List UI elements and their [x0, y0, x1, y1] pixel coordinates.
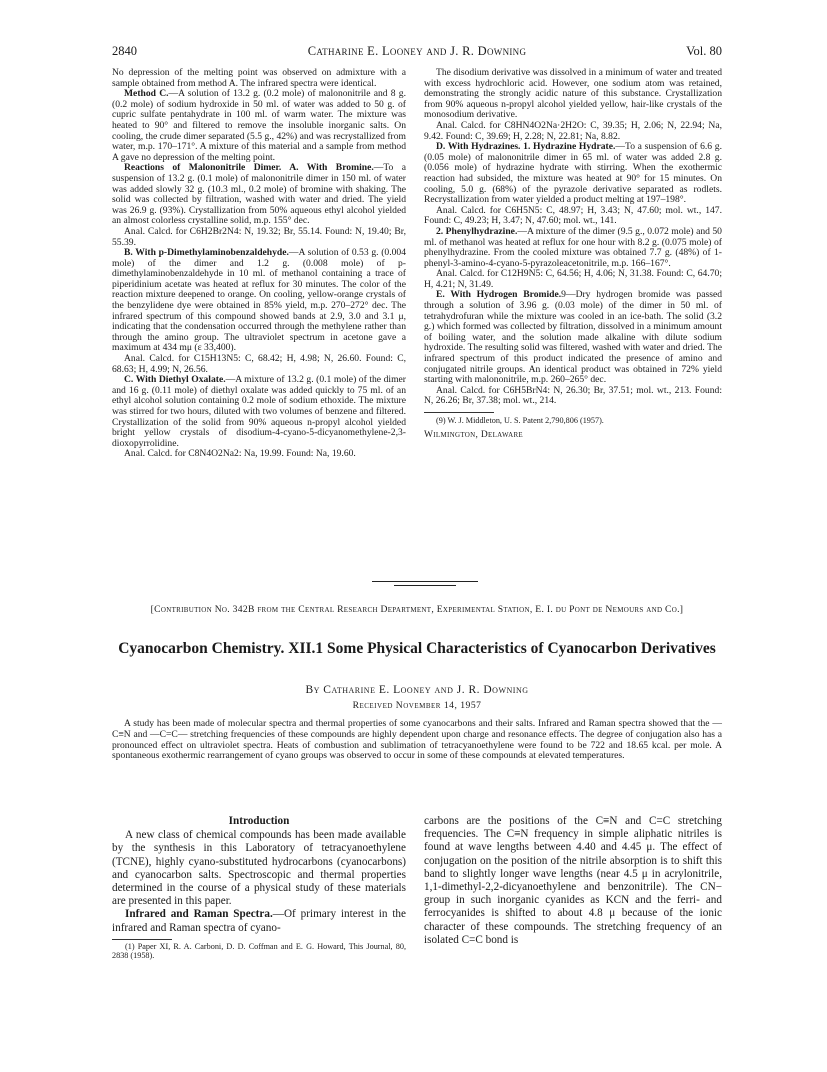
analysis-line: Anal. Calcd. for C6H5N5: C, 48.97; H, 3.43; N, 47.60; mol. wt., 147. Found: C, 49.23; H, 3.47; N, 47.60; mol. wt., 141. — [424, 204, 722, 227]
author-location: Wilmington, Delaware — [424, 429, 523, 440]
paragraph: Reactions of Malononitrile Dimer. A. With Bromine.—To a suspension of 13.2 g. (0.1 mole) of malononitrile dimer in 150 ml. of water was added slowly 32 g. (10.3 ml., 0.2 mole) of bromine with shaking. The solid was collected by filtration, washed with water and dried. The yield was 26.9 g. (93%). Crystallization from 50% aqueous ethyl alcohol yielded an almost colorless crystalline solid, m.p. 155° dec. — [112, 162, 406, 227]
paragraph: C. With Diethyl Oxalate.—A mixture of 13.2 g. (0.1 mole) of the dimer and 16 g. (0.11 mole) of diethyl oxalate was added quickly to 75 ml. of an ethyl alcohol solution containing 0.2 mole of sodium ethoxide. The mixture was stirred for two hours, diluted with two volumes of benzene and filtered. Crystallization of the solid from 90% aqueous n-propyl alcohol yielded bright yellow crystals of disodium-4-cyano-5-dicyanomethylene-2,3-dioxopyrrolidine. — [112, 374, 406, 449]
article-separator — [394, 585, 456, 586]
article-separator — [372, 581, 478, 582]
analysis-line: Anal. Calcd. for C8N4O2Na2: Na, 19.99. Found: Na, 19.60. — [124, 448, 356, 460]
paragraph: B. With p-Dimethylaminobenzaldehyde.—A solution of 0.53 g. (0.004 mole) of the dimer and 1.2 g. (0.008 mole) of p-dimethylaminobenzaldehyde in 10 ml. of methanol containing a trace of piperidinium acetate was heated at reflux for 30 minutes. The color of the reaction mixture deepened to orange. On cooling, yellow-orange crystals of the benzylidene dye were obtained in 85% yield, m.p. 270–272° dec. The infrared spectrum of this compound showed bands at 2.9, 3.0 and 3.1 μ, indicating that the condensation occurred through the methylene rather than through the amino group. The ultraviolet spectrum in acetone gave a maximum at 434 mμ (ε 33,400). — [112, 247, 406, 354]
page-number: 2840 — [112, 44, 137, 58]
paragraph: carbons are the positions of the C≡N and C=C stretching frequencies. The C≡N frequency in simple aliphatic nitriles is found at wave lengths between 4.40 and 4.45 μ. The effect of conjugation on the position of the nitrile absorption is to shift this band to slightly longer wave lengths (near 4.5 μ in acrylonitrile, 1,1-dimethyl-2,2-dicyanoethylene and benzonitrile). The CN− group in such inorganic cyanides as KCN and the ferri- and ferrocyanides is shifted to about 4.8 μ because of the ionic character of these compounds. The stretching frequency of an isolated C=C bond is — [424, 815, 722, 946]
article-title: Cyanocarbon Chemistry. XII.1 Some Physical Characteristics of Cyanocarbon Derivatives — [118, 640, 716, 657]
analysis-line: Anal. Calcd. for C6H2Br2N4: N, 19.32; Br, 55.14. Found: N, 19.40; Br, 55.39. — [112, 225, 406, 248]
footnote: (9) W. J. Middleton, U. S. Patent 2,790,806 (1957). — [436, 416, 604, 425]
paragraph: Infrared and Raman Spectra.—Of primary interest in the infrared and Raman spectra of cyano- — [112, 908, 406, 934]
paragraph: No depression of the melting point was observed on admixture with a sample obtained from method A. The infrared spectra were identical. — [112, 67, 406, 89]
right-experimental-column — [424, 68, 722, 440]
abstract: A study has been made of molecular spectra and thermal properties of some cyanocarbons and their salts. Infrared and Raman spectra showed that the —C≡N and —C=C— stretching frequencies of these compounds are highly dependent upon charge and resonance effects. The degree of conjugation also has a pronounced effect on ultraviolet spectra. Heats of combustion and sublimation of tetracyanoethylene were found to be 722 and 18.65 kcal. per mole. A spontaneous exothermic rearrangement of cyano groups was observed to occur in some of these compounds at elevated temperatures. — [112, 718, 722, 762]
footnote-divider — [112, 939, 172, 940]
introduction-right-column — [424, 815, 722, 947]
volume-label: Vol. 80 — [686, 44, 722, 58]
paragraph: The disodium derivative was dissolved in a minimum of water and treated with excess hydrochloric acid. However, one sodium atom was retained, demonstrating the strongly acidic nature of this substance. Crystallization from 90% aqueous n-propyl alcohol yielded yellow, hair-like crystals of the monosodium derivative. — [424, 67, 722, 121]
running-head — [112, 44, 722, 62]
footnote-divider — [424, 412, 494, 413]
received-date: Received November 14, 1957 — [352, 700, 482, 711]
analysis-line: Anal. Calcd. for C12H9N5: C, 64.56; H, 4.06; N, 31.38. Found: C, 64.70; H, 4.21; N, 31.49. — [424, 268, 722, 290]
subsection-heading: Infrared and Raman Spectra. — [125, 908, 273, 921]
contribution-line: [Contribution No. 342B from the Central Research Department, Experimental Station, E. I. du Pont de Nemours and Co.] — [150, 604, 684, 615]
footnote: (1) Paper XI, R. A. Carboni, D. D. Coffman and E. G. Howard, This Journal, 80, 2838 (1958). — [112, 941, 406, 961]
analysis-line: Anal. Calcd. for C6H5BrN4: N, 26.30; Br, 37.51; mol. wt., 213. Found: N, 26.26; Br, 37.38; mol. wt., 214. — [424, 384, 722, 407]
running-head-authors: Catharine E. Looney and J. R. Downing — [307, 44, 527, 58]
left-experimental-column — [112, 68, 406, 460]
paragraph: 2. Phenylhydrazine.—A mixture of the dimer (9.5 g., 0.072 mole) and 50 ml. of methanol was heated at reflux for one hour with 8.2 g. (0.075 mole) of phenylhydrazine. From the cooled mixture was obtained 7.7 g. (48%) of 1-phenyl-3-amino-4-cyano-5-pyrazoleacetonitrile, m.p. 166–167°. — [424, 225, 722, 269]
paragraph: Method C.—A solution of 13.2 g. (0.2 mole) of malononitrile and 8 g. (0.2 mole) of sodium hydroxide in 50 ml. of water was added to 50 g. of cupric sulfate pentahydrate in 100 ml. of warm water. The mixture was heated to 90° and filtered to remove the insoluble inorganic salts. On cooling, the crude dimer separated (5.5 g., 42%) and was recrystallized from water, m.p. 170–171°. A mixture of this material and a sample from method A gave no depression of the melting point. — [112, 88, 406, 163]
paragraph: A new class of chemical compounds has been made available by the synthesis in this Laboratory of tetracyanoethylene (TCNE), highly cyano-substituted hydrocarbons (cyanocarbons) and cyanocarbon salts. Spectroscopic and thermal properties determined in the course of a physical study of these materials are presented in this paper. — [112, 829, 406, 908]
paragraph: E. With Hydrogen Bromide.9—Dry hydrogen bromide was passed through a solution of 3.96 g. (0.03 mole) of the dimer in 50 ml. of tetrahydrofuran while the mixture was cooled in an ice-bath. The solid (3.2 g.) which formed was collected by filtration, dissolved in a minimum amount of boiling water, and the solution made alkaline with dilute sodium hydroxide. The resulting solid was filtered, washed with water and dried. The infrared spectrum of this product indicated the presence of amino and conjugated nitrile groups. An identical product was obtained in 72% yield starting with malononitrile, m.p. 260–265° dec. — [424, 289, 723, 386]
introduction-left-column — [112, 815, 406, 961]
analysis-line: Anal. Calcd. for C15H13N5: C, 68.42; H, 4.98; N, 26.60. Found: C, 68.63; H, 4.99; N, 26.56. — [112, 353, 406, 375]
section-heading: Introduction — [228, 815, 290, 827]
paragraph: D. With Hydrazines. 1. Hydrazine Hydrate.—To a suspension of 6.6 g. (0.05 mole) of malononitrile dimer in 65 ml. of water was added 2.8 g. (0.056 mole) of hydrazine hydrate with stirring. When the exothermic reaction had subsided, the mixture was heated at 90° for 15 minutes. On cooling, 5.0 g. (68%) of the pyrazole derivative separated as rodlets. Recrystallization from water yielded a product melting at 197–198°. — [424, 141, 722, 206]
article-byline: By Catharine E. Looney and J. R. Downing — [305, 684, 529, 696]
analysis-line: Anal. Calcd. for C8HN4O2Na·2H2O: C, 39.35; H, 2.06; N, 22.94; Na, 9.42. Found: C, 39.69; H, 2.28; N, 22.81; Na, 8.82. — [424, 119, 722, 142]
